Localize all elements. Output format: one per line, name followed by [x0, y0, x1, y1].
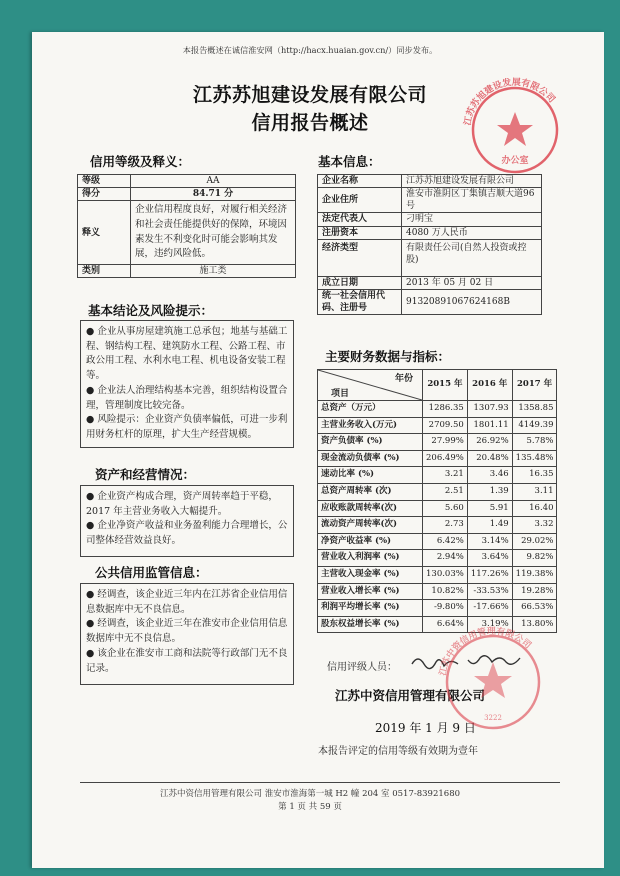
- table-cell-value: 3.14%: [467, 533, 512, 550]
- table-row: 得分 84.71 分: [78, 188, 296, 201]
- table-cell-value: 66.53%: [512, 600, 557, 617]
- basic-section-title: 基本信息：: [318, 154, 381, 169]
- table-cell-value: 1.39: [467, 483, 512, 500]
- table-cell-value: 16.35: [512, 467, 557, 484]
- svg-text:年份: 年份: [394, 374, 414, 384]
- table-cell-value: 20.48%: [467, 450, 512, 467]
- table-cell-value: 9.82%: [512, 550, 557, 567]
- table-cell-value: 5.78%: [512, 434, 557, 451]
- table-cell-label: 主营收入现金率 (%): [318, 566, 423, 583]
- svg-text:3222: 3222: [484, 714, 502, 722]
- table-cell-value: 3.11: [512, 483, 557, 500]
- table-cell-label: 总资产周转率 (次): [318, 483, 423, 500]
- supervision-box: [80, 583, 294, 685]
- company-title: 江苏苏旭建设发展有限公司: [192, 84, 427, 106]
- svg-text:江苏苏旭建设发展有限公司: 江苏苏旭建设发展有限公司: [463, 77, 557, 127]
- table-cell-value: 1358.85: [512, 401, 557, 418]
- rating-org-seal-stamp: [425, 620, 560, 740]
- conclusion-box: [80, 320, 294, 448]
- table-cell-label: 营业收入利润率 (%): [318, 550, 423, 567]
- table-cell-value: 10.82%: [423, 583, 468, 600]
- table-cell-value: -33.53%: [467, 583, 512, 600]
- svg-text:项目: 项目: [330, 389, 350, 399]
- finance-table: [317, 369, 557, 633]
- table-row: [318, 500, 557, 517]
- table-cell-value: 1801.11: [467, 417, 512, 434]
- rater-label: 信用评级人员：: [327, 662, 397, 673]
- table-row: 企业名称 江苏苏旭建设发展有限公司: [318, 175, 542, 188]
- table-row: 注册资本 4080 万人民币: [318, 226, 542, 239]
- list-item: ● 经调查，该企业近三年在淮安市企业信用信息数据库中无不良信息。: [86, 618, 288, 645]
- table-cell-value: 206.49%: [423, 450, 468, 467]
- diagonal-header-cell: [318, 370, 422, 400]
- table-cell-label: 主营业务收入(万元): [318, 417, 423, 434]
- table-cell-value: 13.80%: [512, 616, 557, 633]
- table-cell-value: 4149.39: [512, 417, 557, 434]
- table-row: 释义 企业信用程度良好，对履行相关经济和社会责任能提供好的保障，环境因素发生不利变化时可能会影响其发展，违约风险低。: [78, 201, 296, 265]
- table-row: [318, 517, 557, 534]
- credit-section-title: 信用等级及释义：: [90, 154, 191, 169]
- table-row: 法定代表人 刁明宝: [318, 213, 542, 226]
- list-item: ● 企业资产构成合理，资产周转率趋于平稳，2017 年主营业务收入大幅提升。: [86, 491, 278, 517]
- table-row: [318, 600, 557, 617]
- table-cell-value: 117.26%: [467, 566, 512, 583]
- table-cell-label: 速动比率 (%): [318, 467, 423, 484]
- table-cell-value: 19.28%: [512, 583, 557, 600]
- table-row: 成立日期 2013 年 05 月 02 日: [318, 276, 542, 289]
- table-cell-value: 3.32: [512, 517, 557, 534]
- credit-table: [77, 174, 296, 278]
- conclusion-section-title: 基本结论及风险提示：: [88, 303, 214, 318]
- table-cell-label: 利润平均增长率 (%): [318, 600, 423, 617]
- supervision-section-title: 公共信用监管信息：: [95, 565, 208, 580]
- table-row: [318, 583, 557, 600]
- table-row: [318, 550, 557, 567]
- list-item: ● 风险提示：企业资产负债率偏低，可进一步利用财务杠杆的原理，扩大生产经营规模。: [86, 414, 288, 441]
- table-cell-label: 流动资产周转率(次): [318, 517, 423, 534]
- table-cell-value: 135.48%: [512, 450, 557, 467]
- table-cell-value: 2709.50: [423, 417, 468, 434]
- table-header-row: 年份 项目 2015 年 2016 年 2017 年: [318, 370, 557, 401]
- table-row: [318, 450, 557, 467]
- table-row: [318, 417, 557, 434]
- page-number: 第 1 页 共 59 页: [278, 802, 342, 812]
- table-cell-value: 27.99%: [423, 434, 468, 451]
- basic-info-table: [317, 174, 542, 315]
- table-cell-label: 总资产（万元）: [318, 401, 423, 418]
- table-cell-value: 2.94%: [423, 550, 468, 567]
- table-cell-value: 130.03%: [423, 566, 468, 583]
- table-row: 企业住所 淮安市淮阴区丁集镇吉顺大道96号: [318, 188, 542, 213]
- list-item: ● 企业净资产收益和业务盈利能力合理增长，公司整体经营效益良好。: [86, 520, 288, 547]
- table-row: [318, 533, 557, 550]
- table-cell-label: 现金流动负债率 (%): [318, 450, 423, 467]
- footer-contact: 江苏中资信用管理有限公司 淮安市淮海第一城 H2 幢 204 室 0517-83921680: [159, 789, 461, 799]
- table-cell-value: 26.92%: [467, 434, 512, 451]
- table-row: 经济类型 有限责任公司(自然人投资或控股): [318, 239, 542, 276]
- table-cell-value: 5.60: [423, 500, 468, 517]
- table-cell-value: 5.91: [467, 500, 512, 517]
- table-cell-value: 3.64%: [467, 550, 512, 567]
- table-cell-value: 1307.93: [467, 401, 512, 418]
- company-seal-stamp: [453, 75, 578, 175]
- svg-text:办公室: 办公室: [501, 156, 529, 166]
- table-row: [318, 401, 557, 418]
- table-row: [318, 434, 557, 451]
- table-cell-value: 3.21: [423, 467, 468, 484]
- table-cell-value: 6.64%: [423, 616, 468, 633]
- table-cell-value: 2.73: [423, 517, 468, 534]
- operation-box: [80, 485, 294, 557]
- publish-notice: 本报告概述在诚信淮安网（http://hacx.huaian.gov.cn/）同步发布。: [182, 45, 438, 55]
- table-cell-value: 3.46: [467, 467, 512, 484]
- list-item: ● 该企业在淮安市工商和法院等行政部门无不良记录。: [86, 647, 288, 674]
- table-row: [318, 483, 557, 500]
- list-item: ● 企业从事房屋建筑施工总承包；地基与基础工程、钢结构工程、建筑防水工程、公路工程、市政公用工程、水利水电工程、机电设备安装工程等。: [86, 326, 288, 382]
- table-cell-value: 3.19%: [467, 616, 512, 633]
- table-row: 类别 施工类: [78, 265, 296, 278]
- table-cell-value: -9.80%: [423, 600, 468, 617]
- table-cell-value: 119.38%: [512, 566, 557, 583]
- operation-section-title: 资产和经营情况：: [95, 467, 196, 482]
- report-page: [32, 32, 604, 868]
- table-cell-value: 29.02%: [512, 533, 557, 550]
- table-cell-label: 资产负债率 (%): [318, 434, 423, 451]
- table-cell-value: 2.51: [423, 483, 468, 500]
- svg-text:江苏中资信用管理有限公司: 江苏中资信用管理有限公司: [438, 626, 533, 677]
- table-row: 统一社会信用代码、注册号 91320891067624168B: [318, 289, 542, 314]
- table-cell-label: 净资产收益率 (%): [318, 533, 423, 550]
- table-cell-label: 营业收入增长率 (%): [318, 583, 423, 600]
- table-cell-label: 股东权益增长率 (%): [318, 616, 423, 633]
- rating-org: 江苏中资信用管理有限公司: [335, 688, 486, 703]
- list-item: ● 企业法人治理结构基本完善，组织结构设置合理，管理制度比较完备。: [86, 384, 288, 411]
- report-title: 信用报告概述: [251, 112, 369, 134]
- report-date: 2019 年 1 月 9 日: [375, 721, 476, 735]
- table-cell-value: 1.49: [467, 517, 512, 534]
- table-row: [318, 566, 557, 583]
- table-cell-value: 16.40: [512, 500, 557, 517]
- finance-section-title: 主要财务数据与指标：: [325, 349, 451, 364]
- table-cell-value: 6.42%: [423, 533, 468, 550]
- validity-note: 本报告评定的信用等级有效期为壹年: [318, 746, 478, 757]
- table-row: [318, 467, 557, 484]
- list-item: ● 经调查，该企业近三年内在江苏省企业信用信息数据库中无不良信息。: [86, 589, 288, 615]
- table-row: 等级 AA: [78, 175, 296, 188]
- table-cell-value: 1286.35: [423, 401, 468, 418]
- footer-divider: [80, 782, 560, 783]
- table-cell-value: -17.66%: [467, 600, 512, 617]
- table-cell-label: 应收账款周转率(次): [318, 500, 423, 517]
